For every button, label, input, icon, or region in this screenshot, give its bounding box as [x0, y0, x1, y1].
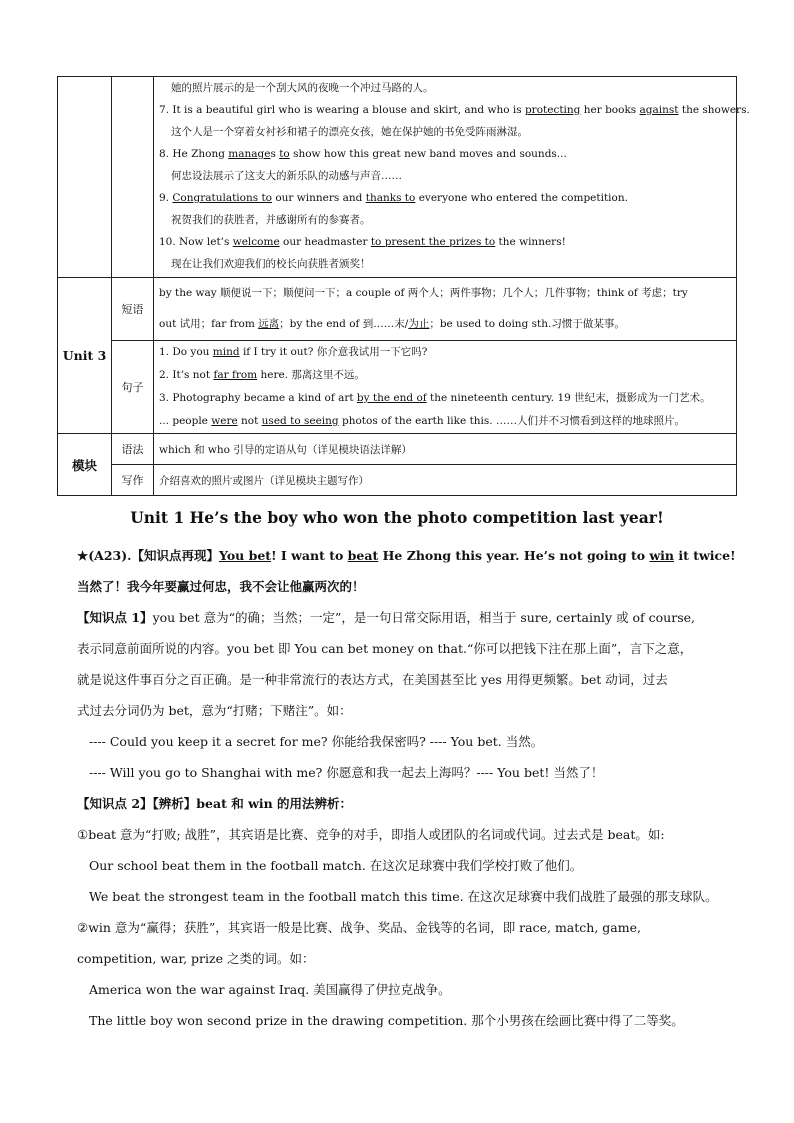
- point1-line2: 表示同意前面所说的内容。you bet 即 You can bet money on that.“你可以把钱下注在那上面”，言下之意，: [77, 641, 693, 656]
- table-row: [58, 465, 737, 496]
- point2-heading: 【知识点 2】【辨析】beat 和 win 的用法辨析：: [77, 796, 353, 811]
- table-line: 这个人是一个穿着女衬衫和裙子的漂亮女孩，她在保护她的书免受阵雨淋湿。: [171, 126, 528, 138]
- text-segment: out 试用；far from: [159, 318, 259, 330]
- text-segment: everyone who entered the competition.: [415, 192, 628, 204]
- text-segment: s: [270, 148, 280, 160]
- text-segment: ；be used to doing sth.习惯于做某事。: [429, 318, 625, 330]
- table-row: [58, 77, 737, 278]
- table-line: 祝贺我们的获胜者，并感谢所有的参赛者。: [171, 214, 371, 226]
- underlined-segment: 远离: [258, 318, 280, 330]
- phrases-line-2: [159, 309, 736, 340]
- table-row: [58, 341, 737, 434]
- sentence-lines: [159, 77, 750, 275]
- grammar-label: 语法: [112, 434, 154, 465]
- text-segment: our winners and: [272, 192, 366, 204]
- empty-type-cell: [112, 77, 154, 278]
- grammar-cell: which 和 who 引导的定语从句（详见模块语法详解）: [154, 434, 737, 465]
- knowledge-review: [77, 540, 739, 1036]
- unit-summary-table: [57, 76, 750, 496]
- table-line: [159, 99, 750, 121]
- table-row: [58, 434, 737, 465]
- sentences-cell: [154, 341, 737, 434]
- point2-win-def1: ②win 意为“赢得；获胜”，其宾语一般是比赛、战争、奖品、金钱等的名词，即 race, match, game,: [77, 920, 641, 935]
- underlined-segment: against: [639, 104, 679, 116]
- underlined-segment: Congratulations to: [172, 192, 273, 204]
- text-segment: the showers.: [678, 104, 750, 116]
- table-line: [159, 143, 736, 165]
- point1-line3: 就是说这件事百分之百正确。是一种非常流行的表达方式，在美国甚至比 yes 用得更频繁。bet 动词，过去: [77, 672, 668, 687]
- point1-example1: ---- Could you keep it a secret for me? 你能给我保密吗? ---- You bet. 当然。: [89, 734, 544, 749]
- underlined-segment: to: [279, 148, 290, 160]
- text-segment: show how this great new band moves and sounds...: [289, 148, 567, 160]
- review-translation: 当然了！我今年要赢过何忠，我不会让他赢两次的！: [77, 579, 365, 594]
- table-line: [159, 187, 736, 209]
- text-segment: ；by the end of 到……末/: [279, 318, 409, 330]
- section-title: Unit 1 He’s the boy who won the photo competition last year!: [130, 508, 664, 527]
- empty-unit-cell: [58, 77, 112, 278]
- text-segment: 10. Now let’s: [159, 236, 233, 248]
- phrases-cell: [154, 278, 737, 341]
- phrases-line-1: by the way 顺便说一下；顺便问一下；a couple of 两个人；两件事物；几个人；几件事物；think of 考虑；try: [159, 287, 688, 299]
- sentences-label: 句子: [112, 341, 154, 434]
- text-segment: our headmaster: [279, 236, 371, 248]
- underlined-segment: manage: [228, 148, 271, 160]
- point1-line1: 【知识点 1】you bet 意为“的确；当然；一定”，是一句日常交际用语，相当于 sure, certainly 或 of course,: [77, 610, 695, 625]
- text-segment: 7. It is a beautiful girl who is wearing a blouse and skirt, and who is: [159, 104, 525, 116]
- point2-win-example1: America won the war against Iraq. 美国赢得了伊拉克战争。: [89, 982, 451, 997]
- text-segment: the winners!: [495, 236, 566, 248]
- point2-beat-example1: Our school beat them in the football match. 在这次足球赛中我们学校打败了他们。: [89, 858, 583, 873]
- writing-label: 写作: [112, 465, 154, 496]
- sentence-1: 1. Do you mind if I try it out? 你介意我试用一下它吗?: [159, 346, 428, 358]
- writing-cell: 介绍喜欢的照片或图片（详见模块主题写作）: [154, 465, 737, 496]
- unit3-label: Unit 3: [58, 278, 112, 434]
- table-line: 何忠设法展示了这支大的新乐队的动感与声音……: [171, 170, 402, 182]
- sentence-3: 3. Photography became a kind of art by the end of the nineteenth century. 19 世纪末，摄影成为一门艺术。: [159, 392, 711, 404]
- point2-win-example2: The little boy won second prize in the drawing competition. 那个小男孩在绘画比赛中得了二等奖。: [89, 1013, 684, 1028]
- underlined-segment: 为止: [408, 318, 430, 330]
- module-label: 模块: [58, 434, 112, 496]
- underlined-segment: welcome: [232, 236, 280, 248]
- text-segment: her books: [580, 104, 640, 116]
- point1-line4: 式过去分词仍为 bet，意为“打赌；下赌注”。如：: [77, 703, 352, 718]
- table-line: [159, 231, 736, 253]
- text-segment: 9.: [159, 192, 173, 204]
- table-row: [58, 278, 737, 341]
- sentence-4: ... people were not used to seeing photos of the earth like this. ……人们并不习惯看到这样的地球照片。: [159, 415, 685, 427]
- text-segment: 8. He Zhong: [159, 148, 229, 160]
- table-line: 她的照片展示的是一个刮大风的夜晚一个冲过马路的人。: [171, 82, 434, 94]
- point1-example2: ---- Will you go to Shanghai with me? 你愿意和我一起去上海吗？---- You bet! 当然了！: [89, 765, 604, 780]
- underlined-segment: thanks to: [365, 192, 416, 204]
- phrases-label: 短语: [112, 278, 154, 341]
- review-sentence: ★(A23).【知识点再现】You bet! I want to beat He Zhong this year. He’s not going to win it twice!: [77, 548, 736, 563]
- underlined-segment: protecting: [524, 104, 581, 116]
- point2-win-def2: competition, war, prize 之类的词。如：: [77, 951, 315, 966]
- point2-beat-example2: We beat the strongest team in the football match this time. 在这次足球赛中我们战胜了最强的那支球队。: [89, 889, 718, 904]
- sentences-continued-cell: [154, 77, 750, 278]
- table-line: 现在让我们欢迎我们的校长向获胜者颁奖！: [171, 258, 371, 270]
- sentence-2: 2. It’s not far from here. 那离这里不远。: [159, 369, 365, 381]
- underlined-segment: to present the prizes to: [370, 236, 496, 248]
- point2-beat-def: ①beat 意为“打败; 战胜”，其宾语是比赛、竞争的对手，即指人或团队的名词或代词。过去式是 beat。如:: [77, 827, 665, 842]
